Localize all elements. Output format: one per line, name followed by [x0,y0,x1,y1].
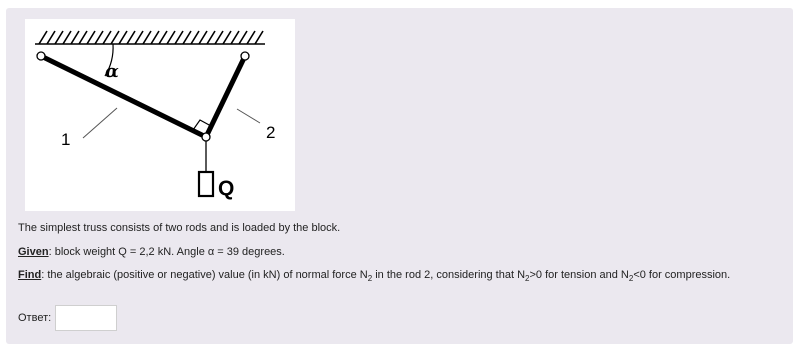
given-colon: : [48,246,52,258]
find-sub-1: 2 [367,274,373,284]
find-sub-2: 2 [525,274,530,284]
given-text: block weight Q = 2,2 kN. Angle α = 39 degrees. [51,246,285,258]
rod-2 [206,56,245,137]
rod-1 [41,56,206,137]
find-colon: : [41,269,45,281]
find-sub-3: 2 [628,274,634,284]
find-text-4: <0 for compression. [633,269,731,281]
answer-row [18,305,117,331]
find-text-2: in the rod 2, considering that N [372,269,526,281]
given-line [18,246,285,258]
pin-right [241,52,249,60]
given-label: Given [18,246,49,258]
pin-left [37,52,45,60]
rod-1-label: 1 [61,130,71,149]
answer-input[interactable] [55,305,117,331]
block [199,172,213,196]
answer-label: Ответ: [18,312,52,324]
find-line [18,269,730,283]
pin-joint [202,133,210,141]
rod-2-pointer [237,109,260,123]
block-label: Q [218,177,235,200]
find-label: Find [18,269,42,281]
find-text-1: the algebraic (positive or negative) value (in kN) of normal force N [44,269,368,281]
problem-intro: The simplest truss consists of two rods and is loaded by the block. [18,222,341,234]
truss-diagram [25,19,295,211]
rod-2-label: 2 [266,123,276,142]
truss-figure [25,19,295,211]
find-text-3: >0 for tension and N [529,269,629,281]
ceiling-hatch [35,31,265,44]
alpha-label: α [105,61,119,82]
rod-1-pointer [83,108,117,138]
